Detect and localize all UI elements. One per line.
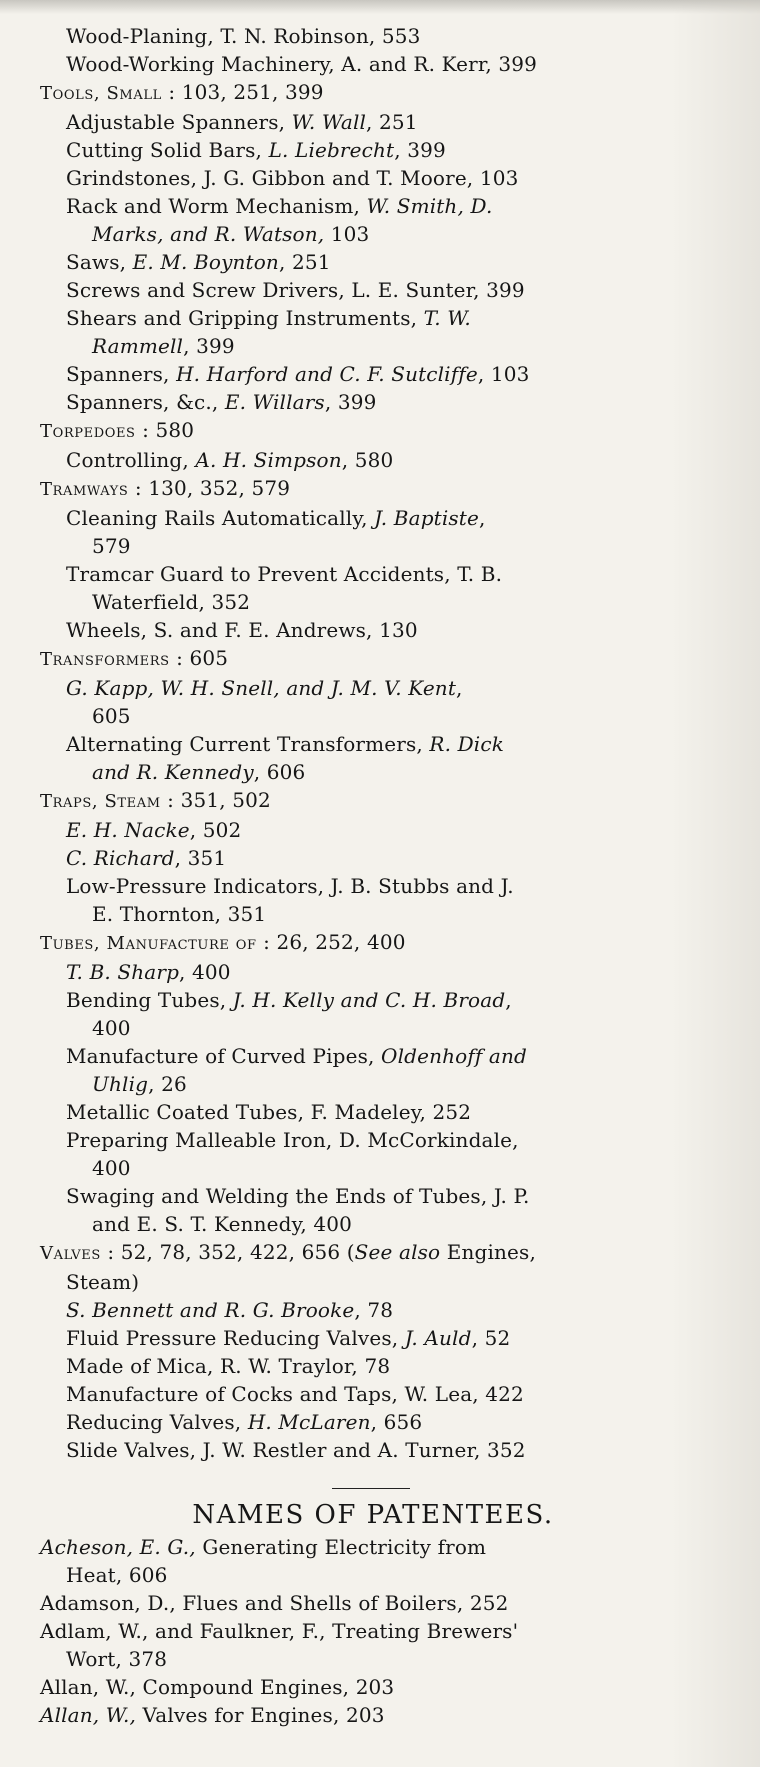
- entry-text: Wheels, S. and F. E. Andrews, 130: [66, 618, 418, 642]
- entry-text: 400: [92, 1016, 131, 1040]
- entry-text: , 26: [148, 1072, 187, 1096]
- entry-continuation: [66, 1014, 690, 1042]
- index-subentry: [40, 872, 690, 928]
- index-subentry: [40, 1126, 690, 1182]
- italic-name-text: J. H. Kelly and C. H. Broad: [232, 988, 506, 1012]
- entry-continuation: [40, 1645, 690, 1673]
- entry-text: , 103: [477, 362, 530, 386]
- entry-text: Wood-Planing, T. N. Robinson, 553: [66, 24, 421, 48]
- patentee-entry: [40, 1589, 690, 1617]
- entry-text: Grindstones, J. G. Gibbon and T. Moore, 103: [66, 166, 519, 190]
- index-subentry: [40, 192, 690, 248]
- section-title: NAMES OF PATENTEES.: [192, 1500, 554, 1530]
- entry-text: Steam): [66, 1270, 140, 1294]
- entry-text: and E. S. T. Kennedy, 400: [92, 1212, 353, 1236]
- subject-index-list: [40, 22, 690, 1464]
- entry-text: Valves for Engines, 203: [136, 1703, 385, 1727]
- italic-name-text: W. Wall: [291, 110, 367, 134]
- italic-name-text: See also: [354, 1240, 441, 1264]
- entry-text: Cutting Solid Bars,: [66, 138, 269, 162]
- index-subentry: [40, 388, 690, 416]
- index-subentry: [40, 674, 690, 730]
- entry-text: , 351: [174, 846, 227, 870]
- index-subentry: [40, 248, 690, 276]
- entry-continuation: [66, 1154, 690, 1182]
- entry-text: Waterfield, 352: [92, 590, 251, 614]
- index-heading: [40, 1238, 690, 1296]
- index-heading: [40, 644, 690, 674]
- index-subentry: [40, 1352, 690, 1380]
- index-heading: [40, 416, 690, 446]
- index-subentry: [40, 22, 690, 50]
- entry-text: , 502: [189, 818, 242, 842]
- italic-name-text: T. B. Sharp: [66, 960, 180, 984]
- entry-continuation: [66, 332, 690, 360]
- entry-text: Cleaning Rails Automatically,: [66, 506, 375, 530]
- entry-text: Bending Tubes,: [66, 988, 233, 1012]
- entry-text: Adamson, D., Flues and Shells of Boilers, 252: [40, 1591, 509, 1615]
- heading-text: Tramways: [40, 479, 129, 500]
- entry-continuation: [40, 1561, 690, 1589]
- heading-text: Torpedoes: [40, 421, 136, 442]
- entry-text: Alternating Current Transformers,: [66, 732, 430, 756]
- italic-name-text: Oldenhoff and: [381, 1044, 527, 1068]
- entry-text: Tramcar Guard to Prevent Accidents, T. B.: [66, 562, 503, 586]
- entry-text: Manufacture of Cocks and Taps, W. Lea, 422: [66, 1382, 524, 1406]
- entry-text: Fluid Pressure Reducing Valves,: [66, 1326, 405, 1350]
- entry-continuation: [66, 1070, 690, 1098]
- patentee-entry: [40, 1673, 690, 1701]
- entry-text: : 605: [169, 646, 229, 670]
- entry-text: Manufacture of Curved Pipes,: [66, 1044, 382, 1068]
- entry-text: ,: [478, 506, 486, 530]
- entry-text: Metallic Coated Tubes, F. Madeley, 252: [66, 1100, 472, 1124]
- patentee-entry: [40, 1617, 690, 1673]
- entry-text: , 52: [471, 1326, 511, 1350]
- entry-text: Shears and Gripping Instruments,: [66, 306, 424, 330]
- section-divider: [332, 1488, 410, 1489]
- index-subentry: [40, 108, 690, 136]
- index-subentry: [40, 1436, 690, 1464]
- heading-text: Transformers: [40, 649, 170, 670]
- italic-name-text: and R. Kennedy: [92, 760, 254, 784]
- entry-text: Generating Electricity from: [195, 1535, 487, 1559]
- entry-text: : 26, 252, 400: [256, 930, 406, 954]
- entry-continuation: [66, 702, 690, 730]
- italic-name-text: L. Liebrecht: [268, 138, 395, 162]
- entry-text: , 656: [370, 1410, 423, 1434]
- entry-text: , 399: [183, 334, 235, 358]
- patentee-names-list: [40, 1533, 690, 1729]
- subject-index-column: [40, 22, 690, 1729]
- italic-name-text: S. Bennett and R. G. Brooke: [66, 1298, 355, 1322]
- page-top-edge: [0, 0, 760, 14]
- patentee-entry: [40, 1533, 690, 1589]
- index-subentry: [40, 50, 690, 78]
- entry-text: 103: [324, 222, 370, 246]
- index-subentry: [40, 504, 690, 560]
- italic-name-text: Uhlig: [92, 1072, 149, 1096]
- entry-text: ,: [456, 676, 463, 700]
- italic-name-text: W. Smith, D.: [366, 194, 493, 218]
- entry-text: 579: [92, 534, 131, 558]
- heading-text: Valves: [40, 1243, 101, 1264]
- index-subentry: [40, 446, 690, 474]
- entry-text: , 606: [253, 760, 306, 784]
- index-heading: [40, 78, 690, 108]
- index-subentry: [40, 276, 690, 304]
- italic-name-text: Acheson, E. G.,: [40, 1535, 196, 1559]
- index-subentry: [40, 560, 690, 616]
- index-subentry: [40, 1182, 690, 1238]
- entry-text: , 251: [366, 110, 418, 134]
- index-subentry: [40, 844, 690, 872]
- index-subentry: [40, 958, 690, 986]
- entry-text: 400: [92, 1156, 131, 1180]
- italic-name-text: H. Harford and C. F. Sutcliffe: [176, 362, 478, 386]
- entry-text: ,: [505, 988, 512, 1012]
- heading-text: Tools, Small: [40, 83, 162, 104]
- index-heading: [40, 928, 690, 958]
- entry-text: Adlam, W., and Faulkner, F., Treating Brewers': [40, 1619, 519, 1643]
- entry-text: : 52, 78, 352, 422, 656 (: [100, 1240, 355, 1264]
- italic-name-text: A. H. Simpson: [195, 448, 342, 472]
- index-subentry: [40, 304, 690, 360]
- entry-continuation: [66, 900, 690, 928]
- entry-text: Wood-Working Machinery, A. and R. Kerr, 399: [66, 52, 538, 76]
- index-subentry: [40, 616, 690, 644]
- entry-text: Adjustable Spanners,: [66, 110, 292, 134]
- entry-text: Saws,: [66, 250, 133, 274]
- entry-text: E. Thornton, 351: [92, 902, 267, 926]
- entry-text: , 399: [324, 390, 377, 414]
- index-subentry: [40, 816, 690, 844]
- italic-name-text: Rammell: [92, 334, 184, 358]
- entry-text: Spanners, &c.,: [66, 390, 225, 414]
- index-subentry: [40, 1324, 690, 1352]
- entry-text: Preparing Malleable Iron, D. McCorkindale,: [66, 1128, 519, 1152]
- italic-name-text: G. Kapp, W. H. Snell, and J. M. V. Kent: [66, 676, 457, 700]
- index-subentry: [40, 730, 690, 786]
- entry-text: Reducing Valves,: [66, 1410, 248, 1434]
- italic-name-text: C. Richard: [66, 846, 175, 870]
- entry-text: Wort, 378: [66, 1647, 168, 1671]
- entry-continuation: [66, 758, 690, 786]
- index-subentry: [40, 1296, 690, 1324]
- italic-name-text: E. M. Boynton: [132, 250, 279, 274]
- index-subentry: [40, 1408, 690, 1436]
- index-subentry: [40, 1098, 690, 1126]
- entry-text: Heat, 606: [66, 1563, 168, 1587]
- entry-text: : 130, 352, 579: [128, 476, 291, 500]
- italic-name-text: J. Baptiste: [374, 506, 479, 530]
- italic-name-text: Allan, W.,: [40, 1703, 137, 1727]
- entry-text: , 580: [341, 448, 394, 472]
- index-subentry: [40, 1380, 690, 1408]
- italic-name-text: E. Willars: [224, 390, 325, 414]
- italic-name-text: R. Dick: [429, 732, 504, 756]
- entry-text: Rack and Worm Mechanism,: [66, 194, 367, 218]
- heading-text: Traps, Steam: [40, 791, 161, 812]
- entry-continuation: [40, 1268, 690, 1296]
- entry-text: , 251: [278, 250, 331, 274]
- index-subentry: [40, 360, 690, 388]
- entry-text: Allan, W., Compound Engines, 203: [40, 1675, 395, 1699]
- index-heading: [40, 786, 690, 816]
- entry-text: Slide Valves, J. W. Restler and A. Turner, 352: [66, 1438, 526, 1462]
- index-subentry: [40, 1042, 690, 1098]
- index-subentry: [40, 164, 690, 192]
- entry-text: , 399: [394, 138, 446, 162]
- entry-continuation: [66, 532, 690, 560]
- entry-continuation: [66, 1210, 690, 1238]
- patentee-entry: [40, 1701, 690, 1729]
- index-heading: [40, 474, 690, 504]
- entry-text: : 103, 251, 399: [161, 80, 324, 104]
- entry-text: Engines,: [440, 1240, 536, 1264]
- heading-text: Tubes, Manufacture of: [40, 933, 257, 954]
- entry-text: Swaging and Welding the Ends of Tubes, J. P.: [66, 1184, 530, 1208]
- entry-text: : 351, 502: [160, 788, 271, 812]
- italic-name-text: J. Auld: [404, 1326, 472, 1350]
- italic-name-text: T. W.: [423, 306, 471, 330]
- entry-text: Made of Mica, R. W. Traylor, 78: [66, 1354, 391, 1378]
- entry-text: , 78: [354, 1298, 394, 1322]
- entry-text: : 580: [135, 418, 195, 442]
- entry-text: Low-Pressure Indicators, J. B. Stubbs and J.: [66, 874, 514, 898]
- entry-text: Controlling,: [66, 448, 196, 472]
- entry-text: , 400: [179, 960, 231, 984]
- italic-name-text: H. McLaren: [247, 1410, 371, 1434]
- entry-continuation: [66, 220, 690, 248]
- index-subentry: [40, 136, 690, 164]
- italic-name-text: E. H. Nacke: [66, 818, 190, 842]
- entry-continuation: [66, 588, 690, 616]
- entry-text: 605: [92, 704, 131, 728]
- italic-name-text: Marks, and R. Watson,: [92, 222, 325, 246]
- entry-text: Screws and Screw Drivers, L. E. Sunter, 399: [66, 278, 525, 302]
- entry-text: Spanners,: [66, 362, 177, 386]
- index-subentry: [40, 986, 690, 1042]
